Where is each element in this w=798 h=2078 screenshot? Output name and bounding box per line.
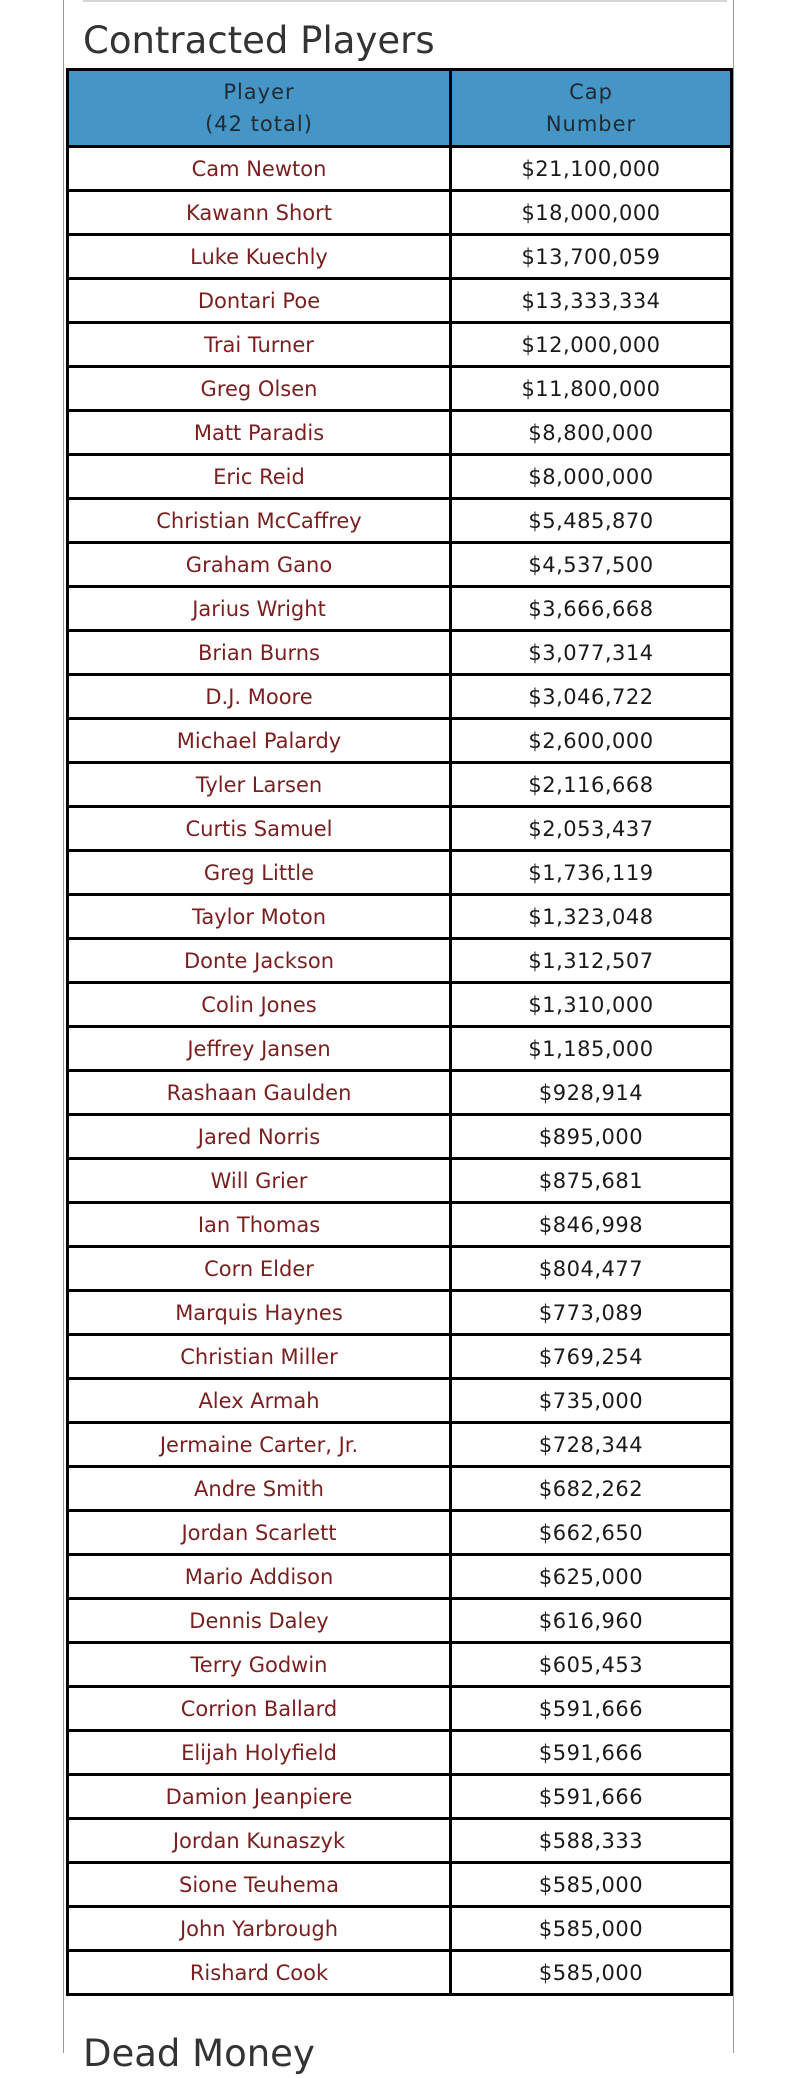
cap-number-cell: $662,650 <box>451 1511 732 1555</box>
player-name-link[interactable]: Andre Smith <box>68 1467 451 1511</box>
player-name-link[interactable]: John Yarbrough <box>68 1907 451 1951</box>
cap-number-cell: $773,089 <box>451 1291 732 1335</box>
table-row <box>68 411 732 455</box>
player-name-link[interactable]: Elijah Holyfield <box>68 1731 451 1775</box>
player-name-link[interactable]: Will Grier <box>68 1159 451 1203</box>
player-name-link[interactable]: D.J. Moore <box>68 675 451 719</box>
table-row <box>68 499 732 543</box>
table-row <box>68 1643 732 1687</box>
cap-number-cell: $5,485,870 <box>451 499 732 543</box>
player-name-link[interactable]: Damion Jeanpiere <box>68 1775 451 1819</box>
player-name-link[interactable]: Jeffrey Jansen <box>68 1027 451 1071</box>
next-section-title: Dead Money <box>83 2032 315 2075</box>
player-name-link[interactable]: Sione Teuhema <box>68 1863 451 1907</box>
table-row <box>68 1819 732 1863</box>
table-row <box>68 1071 732 1115</box>
cap-number-cell: $591,666 <box>451 1687 732 1731</box>
cap-number-cell: $769,254 <box>451 1335 732 1379</box>
player-name-link[interactable]: Jarius Wright <box>68 587 451 631</box>
table-row <box>68 895 732 939</box>
cap-number-cell: $1,185,000 <box>451 1027 732 1071</box>
table-row <box>68 1115 732 1159</box>
cap-number-cell: $682,262 <box>451 1467 732 1511</box>
table-row <box>68 807 732 851</box>
table-row <box>68 587 732 631</box>
table-row <box>68 763 732 807</box>
cap-number-cell: $2,600,000 <box>451 719 732 763</box>
table-body <box>68 147 732 1995</box>
player-name-link[interactable]: Matt Paradis <box>68 411 451 455</box>
cap-number-cell: $591,666 <box>451 1731 732 1775</box>
player-name-link[interactable]: Jermaine Carter, Jr. <box>68 1423 451 1467</box>
cap-number-cell: $1,310,000 <box>451 983 732 1027</box>
cap-number-cell: $2,053,437 <box>451 807 732 851</box>
player-name-link[interactable]: Christian Miller <box>68 1335 451 1379</box>
player-column-header[interactable] <box>68 70 451 147</box>
cap-number-cell: $804,477 <box>451 1247 732 1291</box>
player-name-link[interactable]: Corrion Ballard <box>68 1687 451 1731</box>
cap-number-cell: $2,116,668 <box>451 763 732 807</box>
player-name-link[interactable]: Corn Elder <box>68 1247 451 1291</box>
cap-number-cell: $13,333,334 <box>451 279 732 323</box>
player-name-link[interactable]: Marquis Haynes <box>68 1291 451 1335</box>
cap-header-label-2: Number <box>545 112 637 136</box>
table-row <box>68 851 732 895</box>
table-row <box>68 983 732 1027</box>
cap-header-label: Cap <box>569 80 613 104</box>
player-name-link[interactable]: Christian McCaffrey <box>68 499 451 543</box>
table-row <box>68 323 732 367</box>
cap-number-cell: $735,000 <box>451 1379 732 1423</box>
table-row <box>68 279 732 323</box>
contracted-players-table <box>66 68 733 1996</box>
cap-number-cell: $625,000 <box>451 1555 732 1599</box>
player-name-link[interactable]: Greg Little <box>68 851 451 895</box>
player-name-link[interactable]: Graham Gano <box>68 543 451 587</box>
player-total-count: (42 total) <box>205 112 313 136</box>
player-name-link[interactable]: Terry Godwin <box>68 1643 451 1687</box>
table-row <box>68 1247 732 1291</box>
cap-number-cell: $8,000,000 <box>451 455 732 499</box>
table-row <box>68 1203 732 1247</box>
player-name-link[interactable]: Greg Olsen <box>68 367 451 411</box>
player-name-link[interactable]: Brian Burns <box>68 631 451 675</box>
cap-number-cell: $588,333 <box>451 1819 732 1863</box>
player-name-link[interactable]: Dennis Daley <box>68 1599 451 1643</box>
player-name-link[interactable]: Luke Kuechly <box>68 235 451 279</box>
table-row <box>68 719 732 763</box>
cap-number-cell: $4,537,500 <box>451 543 732 587</box>
table-row <box>68 1511 732 1555</box>
table-header-row <box>68 70 732 147</box>
player-name-link[interactable]: Kawann Short <box>68 191 451 235</box>
player-name-link[interactable]: Alex Armah <box>68 1379 451 1423</box>
cap-number-cell: $895,000 <box>451 1115 732 1159</box>
cap-number-cell: $21,100,000 <box>451 147 732 191</box>
player-name-link[interactable]: Jared Norris <box>68 1115 451 1159</box>
cap-number-cell: $8,800,000 <box>451 411 732 455</box>
table-row <box>68 1467 732 1511</box>
table-row <box>68 1291 732 1335</box>
player-name-link[interactable]: Rishard Cook <box>68 1951 451 1995</box>
table-row <box>68 1687 732 1731</box>
player-name-link[interactable]: Jordan Scarlett <box>68 1511 451 1555</box>
cap-number-cell: $591,666 <box>451 1775 732 1819</box>
table-row <box>68 543 732 587</box>
table-row <box>68 1159 732 1203</box>
table-row <box>68 1599 732 1643</box>
player-name-link[interactable]: Ian Thomas <box>68 1203 451 1247</box>
table-row <box>68 1775 732 1819</box>
player-name-link[interactable]: Trai Turner <box>68 323 451 367</box>
section-title: Contracted Players <box>83 19 435 62</box>
player-name-link[interactable]: Donte Jackson <box>68 939 451 983</box>
table-row <box>68 1555 732 1599</box>
cap-number-cell: $18,000,000 <box>451 191 732 235</box>
table-row <box>68 147 732 191</box>
table-row <box>68 1731 732 1775</box>
table-row <box>68 367 732 411</box>
cap-number-cell: $1,312,507 <box>451 939 732 983</box>
cap-number-cell: $846,998 <box>451 1203 732 1247</box>
cap-number-cell: $3,077,314 <box>451 631 732 675</box>
cap-number-cell: $1,323,048 <box>451 895 732 939</box>
cap-number-cell: $1,736,119 <box>451 851 732 895</box>
table-row <box>68 1027 732 1071</box>
player-header-label: Player <box>223 80 295 104</box>
table-row <box>68 631 732 675</box>
cap-number-cell: $12,000,000 <box>451 323 732 367</box>
player-name-link[interactable]: Taylor Moton <box>68 895 451 939</box>
player-name-link[interactable]: Tyler Larsen <box>68 763 451 807</box>
cap-number-cell: $585,000 <box>451 1951 732 1995</box>
player-name-link[interactable]: Rashaan Gaulden <box>68 1071 451 1115</box>
cap-number-cell: $3,666,668 <box>451 587 732 631</box>
player-name-link[interactable]: Eric Reid <box>68 455 451 499</box>
table-row <box>68 1379 732 1423</box>
table-row <box>68 191 732 235</box>
cap-number-cell: $605,453 <box>451 1643 732 1687</box>
cap-number-cell: $11,800,000 <box>451 367 732 411</box>
cap-number-cell: $875,681 <box>451 1159 732 1203</box>
player-name-link[interactable]: Michael Palardy <box>68 719 451 763</box>
cap-number-cell: $585,000 <box>451 1863 732 1907</box>
table-row <box>68 455 732 499</box>
player-name-link[interactable]: Jordan Kunaszyk <box>68 1819 451 1863</box>
player-name-link[interactable]: Mario Addison <box>68 1555 451 1599</box>
cap-number-cell: $3,046,722 <box>451 675 732 719</box>
table-row <box>68 939 732 983</box>
top-divider <box>83 0 727 2</box>
cap-number-cell: $616,960 <box>451 1599 732 1643</box>
cap-number-cell: $13,700,059 <box>451 235 732 279</box>
table-row <box>68 1863 732 1907</box>
table-row <box>68 1335 732 1379</box>
cap-number-cell: $728,344 <box>451 1423 732 1467</box>
cap-number-cell: $928,914 <box>451 1071 732 1115</box>
cap-column-header[interactable] <box>451 70 732 147</box>
cap-number-cell: $585,000 <box>451 1907 732 1951</box>
player-name-link[interactable]: Colin Jones <box>68 983 451 1027</box>
table-row <box>68 1423 732 1467</box>
table-row <box>68 1907 732 1951</box>
table-row <box>68 235 732 279</box>
player-name-link[interactable]: Dontari Poe <box>68 279 451 323</box>
player-name-link[interactable]: Cam Newton <box>68 147 451 191</box>
table-row <box>68 1951 732 1995</box>
table-row <box>68 675 732 719</box>
player-name-link[interactable]: Curtis Samuel <box>68 807 451 851</box>
